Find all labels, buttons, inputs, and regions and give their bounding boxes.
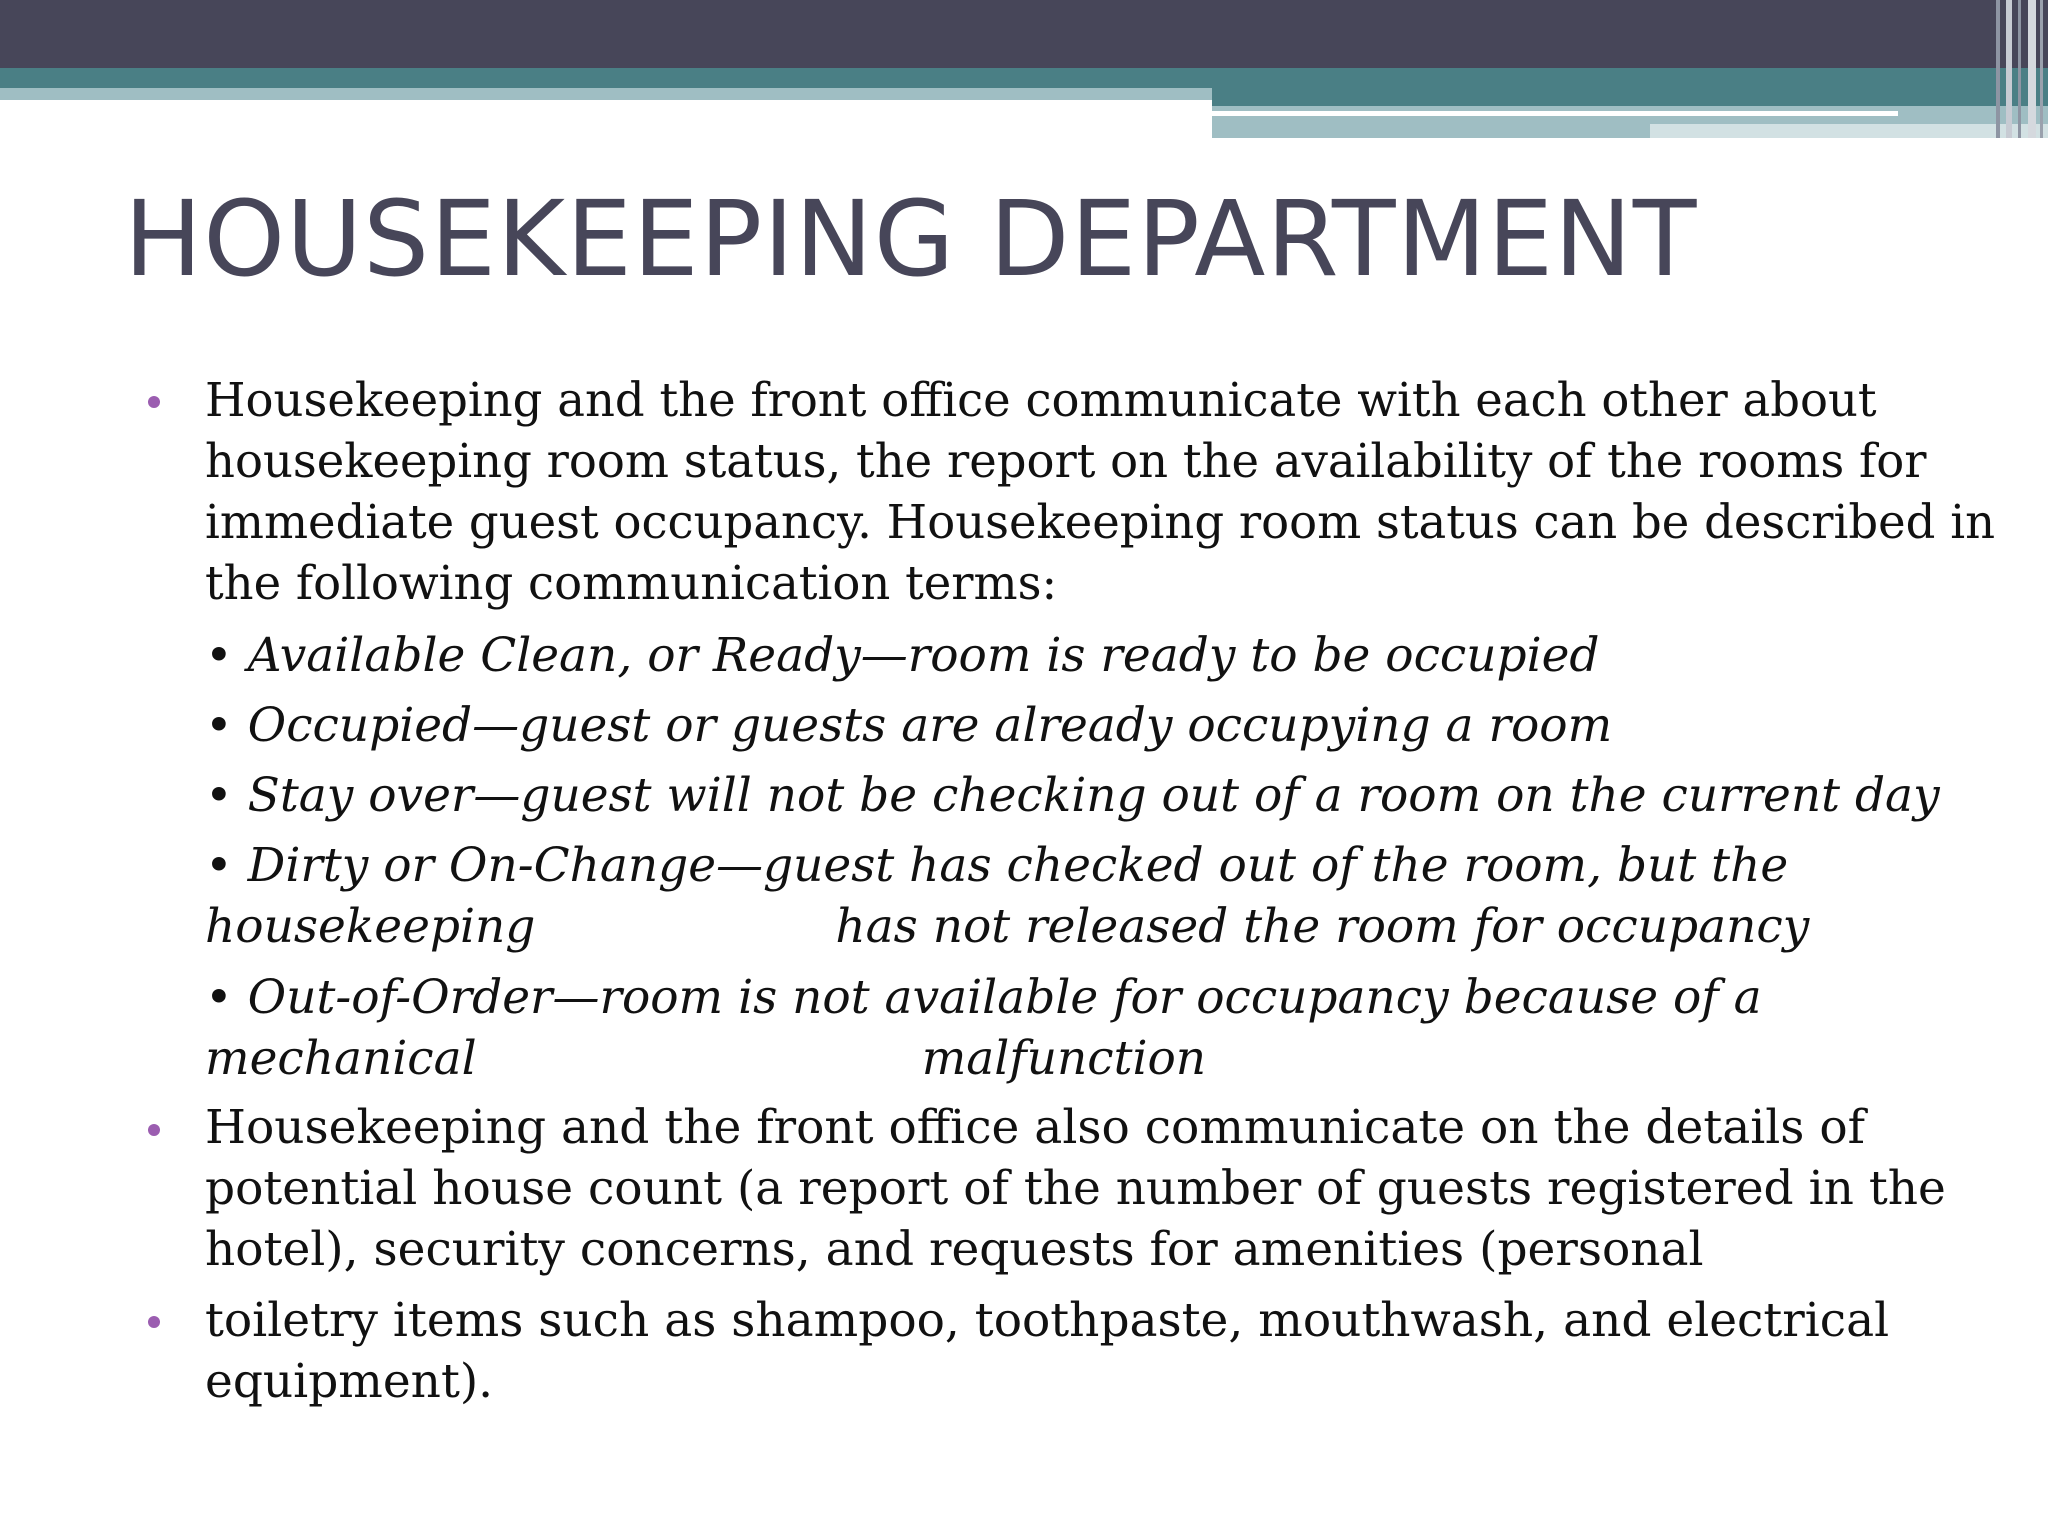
status-term-line: • Stay over—guest will not be checking out of a room on the current day xyxy=(205,768,1940,823)
bullet-1-line-1: Housekeeping and the front office communicate with each other about xyxy=(205,373,1877,427)
status-term-split-right: malfunction xyxy=(921,1031,1207,1086)
status-term-line: • Occupied—guest or guests are already occupying a room xyxy=(205,698,1613,753)
header-white-line xyxy=(1212,111,1898,116)
status-term-available-clean xyxy=(205,625,1600,686)
status-term-line: • Dirty or On-Change—guest has checked out of the room, but the xyxy=(205,838,1789,893)
bullet-paragraph-1 xyxy=(205,370,1995,614)
status-term-dirty xyxy=(205,835,1809,957)
bullet-1-line-3: immediate guest occupancy. Housekeeping room status can be described in xyxy=(205,495,1996,549)
bullet-2-line-1: Housekeeping and the front office also communicate on the details of xyxy=(205,1100,1866,1155)
status-term-split-left: housekeeping xyxy=(205,899,536,954)
header-vertical-stripes xyxy=(1988,0,2048,138)
header-band-dark xyxy=(0,0,2048,68)
bullet-paragraph-2 xyxy=(205,1097,1946,1280)
bullet-1-line-2: housekeeping room status, the report on the availability of the rooms for xyxy=(205,434,1927,488)
status-term-split-left: mechanical xyxy=(205,1031,477,1086)
bullet-3-line-1: toiletry items such as shampoo, toothpaste, mouthwash, and electrical xyxy=(205,1293,1890,1348)
bullet-marker-2 xyxy=(148,1124,160,1136)
status-term-continuation xyxy=(205,1028,1762,1089)
header-band-light-left xyxy=(0,88,1212,100)
status-term-occupied xyxy=(205,695,1612,756)
status-term-line: • Out-of-Order—room is not available for occupancy because of a xyxy=(205,970,1762,1025)
header-band-teal-right xyxy=(1212,88,2048,106)
bullet-2-line-2: potential house count (a report of the number of guests registered in the xyxy=(205,1161,1946,1216)
status-term-split-right: has not released the room for occupancy xyxy=(835,899,1810,954)
status-term-continuation xyxy=(205,896,1809,957)
status-term-out-of-order xyxy=(205,967,1762,1089)
slide-title: HOUSEKEEPING DEPARTMENT xyxy=(124,178,1698,300)
status-term-line: • Available Clean, or Ready—room is ready to be occupied xyxy=(205,628,1600,683)
bullet-2-line-3: hotel), security concerns, and requests for amenities (personal xyxy=(205,1222,1704,1277)
bullet-marker-3 xyxy=(148,1316,160,1328)
bullet-paragraph-3 xyxy=(205,1290,1889,1412)
bullet-1-line-4: the following communication terms: xyxy=(205,556,1058,610)
status-term-stay-over xyxy=(205,765,1940,826)
bullet-marker-1 xyxy=(148,396,160,408)
header-band-teal xyxy=(0,68,2048,88)
bullet-3-line-2: equipment). xyxy=(205,1354,494,1409)
